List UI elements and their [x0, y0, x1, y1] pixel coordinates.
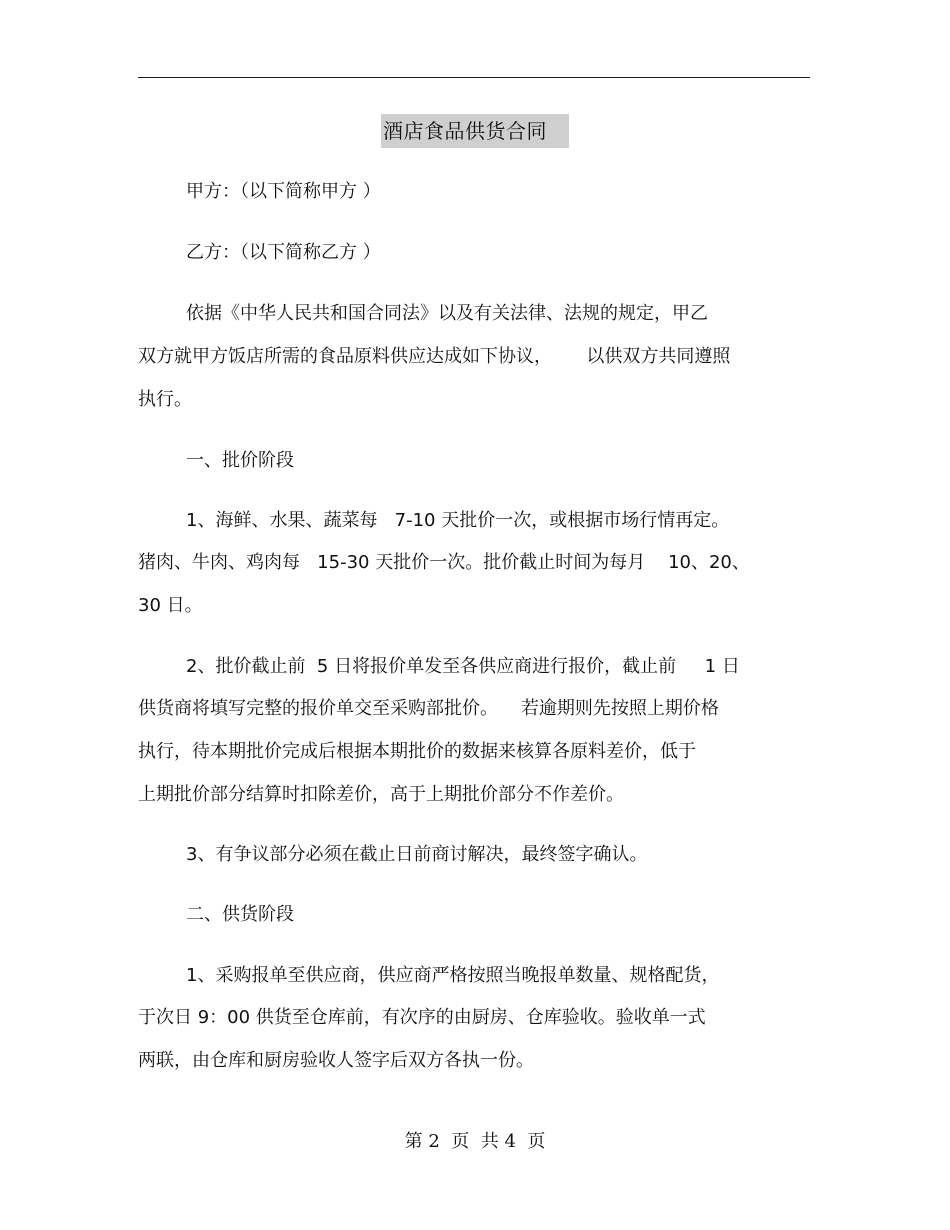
clause-1-2-line-3: 执行，待本期批价完成后根据本期批价的数据来核算各原料差价，低于 — [138, 741, 696, 762]
preamble-line-2: 双方就甲方饭店所需的食品原料供应达成如下协议， 以供双方共同遵照 — [138, 346, 731, 367]
clause-1-1-line-1: 1、海鲜、水果、蔬菜每 7-10 天批价一次，或根据市场行情再定。 — [186, 510, 730, 531]
title-block — [0, 114, 950, 148]
clause-1-2-line-1: 2、批价截止前 5 日将报价单发至各供应商进行报价，截止前 1 日 — [186, 656, 740, 677]
section-2-heading: 二、供货阶段 — [186, 904, 294, 925]
page-footer: 第 2 页 共 4 页 — [404, 1131, 546, 1152]
preamble-line-1: 依据《中华人民共和国合同法》以及有关法律、法规的规定，甲乙 — [186, 303, 708, 324]
clause-1-1-line-3: 30 日。 — [138, 595, 203, 616]
clause-1-3-line: 3、有争议部分必须在截止日前商讨解决，最终签字确认。 — [186, 844, 648, 865]
clause-1-2-line-4: 上期批价部分结算时扣除差价，高于上期批价部分不作差价。 — [138, 784, 624, 805]
clause-1-1-line-2: 猪肉、牛肉、鸡肉每 15-30 天批价一次。批价截止时间为每月 10、20、 — [138, 552, 750, 573]
section-1-heading: 一、批价阶段 — [186, 450, 294, 471]
clause-1-2-line-2: 供货商将填写完整的报价单交至采购部批价。 若逾期则先按照上期价格 — [138, 698, 719, 719]
party-a-line: 甲方：（以下简称甲方 ） — [186, 181, 381, 202]
party-b-line: 乙方：（以下简称乙方 ） — [186, 242, 381, 263]
document-title: 酒店食品供货合同 — [381, 114, 569, 148]
clause-2-1-line-3: 两联，由仓库和厨房验收人签字后双方各执一份。 — [138, 1050, 534, 1071]
header-rule — [138, 77, 810, 78]
clause-2-1-line-2: 于次日 9：00 供货至仓库前，有次序的由厨房、仓库验收。验收单一式 — [138, 1007, 706, 1028]
clause-2-1-line-1: 1、采购报单至供应商，供应商严格按照当晚报单数量、规格配货， — [186, 965, 720, 986]
preamble-line-3: 执行。 — [138, 389, 192, 410]
